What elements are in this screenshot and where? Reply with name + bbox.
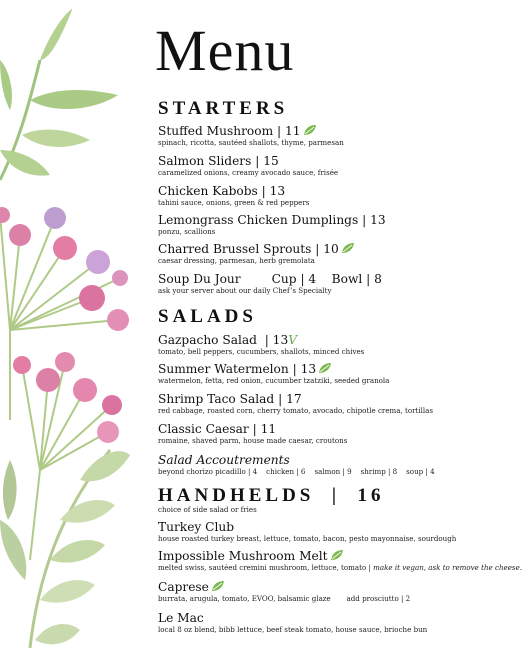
menu-item-impossible-mushroom-melt [158, 549, 522, 573]
section-starters: STARTERS [158, 98, 289, 119]
menu-title: Menu [155, 18, 295, 83]
menu-item-summer-watermelon [158, 362, 389, 386]
item-name: Salmon Sliders | 15 [158, 154, 279, 168]
item-description: house roasted turkey breast, lettuce, tomato, bacon, pesto mayonnaise, sourdough [158, 534, 457, 543]
menu-item-caprese [158, 580, 410, 604]
item-description: tahini sauce, onions, green & red peppers [158, 198, 310, 207]
item-description: burrata, arugula, tomato, EVOO, balsamic glaze add prosciutto | 2 [158, 594, 411, 603]
item-name: Chicken Kabobs | 13 [158, 184, 286, 198]
flower-cluster-top [0, 207, 129, 420]
vegan-leaf-icon [211, 580, 225, 592]
section-salads: SALADS [158, 306, 257, 327]
menu-item-turkey-club [158, 520, 456, 544]
menu-item-stuffed-mushroom [158, 124, 344, 148]
menu-item-chicken-kabobs [158, 184, 309, 208]
item-description: ask your server about our daily Chef’s Specialty [158, 286, 332, 295]
vegan-leaf-icon [330, 549, 344, 561]
item-name: Charred Brussel Sprouts | 10 [158, 242, 339, 256]
menu-item-le-mac [158, 611, 427, 635]
bottom-leaves [0, 450, 130, 648]
vegetarian-mark: V [288, 333, 298, 347]
item-description-note: make it vegan, ask to remove the cheese. [373, 563, 522, 572]
menu-item-salmon-sliders [158, 154, 338, 178]
item-description: ponzu, scallions [158, 227, 216, 236]
item-name: Le Mac [158, 611, 204, 625]
item-description: tomato, bell peppers, cucumbers, shallots, minced chives [158, 347, 365, 356]
item-name: Gazpacho Salad | 13 [158, 333, 289, 347]
item-description: caesar dressing, parmesan, herb gremolata [158, 256, 315, 265]
vegan-leaf-icon [318, 362, 332, 374]
menu-item-soup-du-jour [158, 272, 382, 296]
item-name: Soup Du Jour Cup | 4 Bowl | 8 [158, 272, 382, 286]
item-description: local 8 oz blend, bibb lettuce, beef steak tomato, house sauce, brioche bun [158, 625, 428, 634]
item-name: Shrimp Taco Salad | 17 [158, 392, 302, 406]
vegan-leaf-icon [303, 124, 317, 136]
accoutrements-title: Salad Accoutrements [158, 453, 290, 467]
item-name: Classic Caesar | 11 [158, 422, 277, 436]
salad-accoutrements [158, 453, 435, 477]
item-name: Caprese [158, 580, 209, 594]
accoutrements-list: beyond chorizo picadillo | 4 chicken | 6 salmon | 9 shrimp | 8 soup | 4 [158, 467, 435, 476]
menu-item-brussel-sprouts [158, 242, 355, 266]
menu-item-shrimp-taco-salad [158, 392, 433, 416]
menu-item-lemongrass-dumplings [158, 213, 386, 237]
menu-item-gazpacho-salad [158, 333, 364, 357]
item-description: red cabbage, roasted corn, cherry tomato, avocado, chipotle crema, tortillas [158, 406, 434, 415]
item-description: watermelon, fetta, red onion, cucumber tzatziki, seeded granola [158, 376, 390, 385]
item-description: melted swiss, sautéed cremini mushroom, lettuce, tomato | [158, 563, 374, 572]
item-name: Lemongrass Chicken Dumplings | 13 [158, 213, 386, 227]
item-name: Turkey Club [158, 520, 235, 534]
item-name: Stuffed Mushroom | 11 [158, 124, 301, 138]
item-description: romaine, shaved parm, house made caesar, croutons [158, 436, 348, 445]
menu-item-classic-caesar [158, 422, 347, 446]
handhelds-note: choice of side salad or fries [158, 505, 257, 514]
section-handhelds: HANDHELDS | 16 [158, 485, 385, 506]
top-leaves [0, 9, 118, 180]
item-name: Impossible Mushroom Melt [158, 549, 328, 563]
item-description: caramelized onions, creamy avocado sauce, frisée [158, 168, 339, 177]
item-name: Summer Watermelon | 13 [158, 362, 317, 376]
item-description: spinach, ricotta, sautéed shallots, thyme, parmesan [158, 138, 344, 147]
botanical-illustration [0, 0, 150, 648]
vegan-leaf-icon [341, 242, 355, 254]
